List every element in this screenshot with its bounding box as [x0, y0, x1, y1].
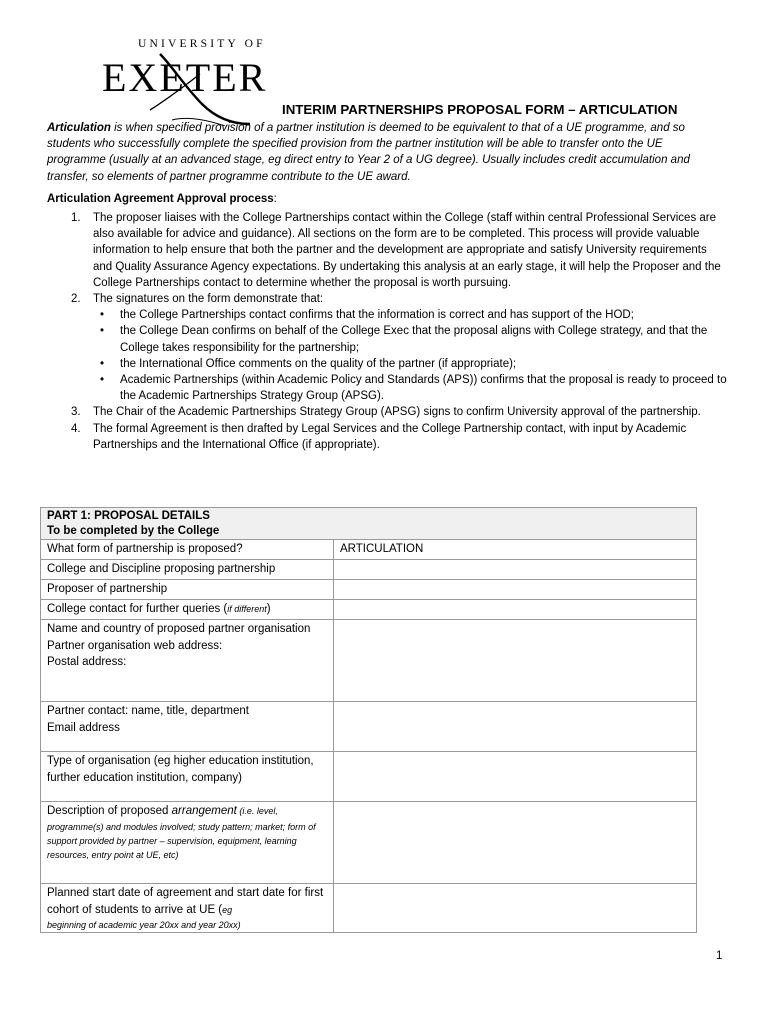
logo-wordmark — [90, 36, 290, 126]
process-steps — [47, 210, 727, 453]
signature-bullets — [93, 307, 727, 404]
step-text: The signatures on the form demonstrate that: — [93, 293, 324, 306]
table-header-row — [41, 508, 697, 540]
label-note: if different — [227, 604, 267, 614]
intro-term: Articulation — [47, 122, 111, 134]
bullet-item: • the College Partnerships contact confirms that the information is correct and has support of the HOD; — [93, 307, 727, 323]
arrangement-description-field[interactable] — [334, 802, 697, 884]
label-cell: College and Discipline proposing partnership — [41, 560, 334, 580]
table-row — [41, 540, 697, 560]
process-step — [47, 404, 727, 420]
table-row — [41, 802, 697, 884]
step-number: 1. — [71, 212, 81, 224]
proposer-field[interactable] — [334, 580, 697, 600]
table-row — [41, 600, 697, 620]
part-title: PART 1: PROPOSAL DETAILS — [47, 510, 210, 522]
step-number: 2. — [71, 293, 81, 306]
proposal-details-table — [40, 507, 697, 933]
label-text: Planned start date of agreement and start date for first cohort of students to arrive at UE ( — [47, 887, 324, 916]
step-number: 4. — [71, 422, 81, 435]
label-cell: Type of organisation (eg higher education institution, further education institution, company) — [41, 752, 334, 802]
label-note: beginning of academic year 20xx and year 20xx) — [47, 920, 241, 930]
logo-university-of: UNIVERSITY OF — [138, 38, 266, 50]
step-text: The Chair of the Academic Partnerships Strategy Group (APSG) signs to confirm University approval of the partnership. — [93, 406, 701, 419]
process-step — [47, 421, 727, 453]
part-heading-cell — [41, 508, 697, 540]
partner-contact-field[interactable] — [334, 702, 697, 752]
label-text: College contact for further queries ( — [47, 603, 228, 615]
label-text: Partner organisation web address: — [47, 639, 223, 652]
label-cell — [41, 600, 334, 620]
college-discipline-field[interactable] — [334, 560, 697, 580]
intro-paragraph — [47, 120, 719, 185]
step-number: 3. — [71, 406, 81, 419]
bullet-item: • Academic Partnerships (within Academic Policy and Standards (APS)) confirms that the proposal is ready to proceed to the Academic Partnerships Strategy Group (APSG). — [93, 372, 727, 404]
label-close: ) — [266, 603, 271, 615]
label-text: Partner contact: name, title, department — [47, 705, 249, 717]
process-heading — [47, 193, 277, 205]
table-row — [41, 620, 697, 702]
label-text: Description of proposed — [47, 805, 172, 817]
label-text: Postal address: — [47, 656, 127, 668]
table-row — [41, 702, 697, 752]
label-cell: Proposer of partnership — [41, 580, 334, 600]
bullet-item: • the International Office comments on the quality of the partner (if appropriate); — [93, 356, 727, 372]
process-step — [47, 291, 727, 404]
process-heading-text: Articulation Agreement Approval process — [47, 193, 274, 205]
bullet-item: • the College Dean confirms on behalf of the College Exec that the proposal aligns with College strategy, and that the College takes responsibility for the partnership; — [93, 323, 727, 355]
label-note: eg — [222, 904, 233, 915]
form-title: INTERIM PARTNERSHIPS PROPOSAL FORM – ARTICULATION — [282, 102, 678, 117]
college-contact-field[interactable] — [334, 600, 697, 620]
step-text: The formal Agreement is then drafted by Legal Services and the College Partnership contact, with input by Academic Partnerships and the International Office (if appropriate). — [93, 422, 687, 451]
logo-exeter-text: EXETER — [102, 55, 268, 100]
process-step — [47, 210, 727, 291]
intro-text: is when specified provision of a partner institution is deemed to be equivalent to that of a UE programme, and so students who successfully complete the specified provision from the partner institution will be able to transfer onto the UE programme (usually at an advanced stage, eg direct entry to Year 2 of a UG degree). Usually includes credit accumulation and transfer, so elements of partner programme contribute to the UE award. — [47, 122, 690, 183]
table-row — [41, 884, 697, 933]
process-heading-colon: : — [273, 193, 277, 205]
organisation-type-field[interactable] — [334, 752, 697, 802]
label-note: programme(s) and modules involved; study pattern; market; form of support provided by partner – supervision, equipment, learning resources, entry point at UE, etc) — [47, 821, 316, 860]
university-logo — [90, 36, 290, 126]
label-note: (i.e. level, — [236, 806, 278, 816]
label-cell — [41, 802, 334, 884]
page-number: 1 — [716, 950, 723, 962]
partnership-form-value[interactable]: ARTICULATION — [334, 540, 697, 560]
label-text: Name and country of proposed partner organisation — [47, 623, 311, 635]
table-row — [41, 560, 697, 580]
label-cell — [41, 620, 334, 702]
start-date-field[interactable] — [334, 884, 697, 933]
label-cell — [41, 702, 334, 752]
table-row — [41, 752, 697, 802]
label-text: Email address — [47, 721, 120, 734]
table-row — [41, 580, 697, 600]
label-cell: What form of partnership is proposed? — [41, 540, 334, 560]
step-text: The proposer liaises with the College Partnerships contact within the College (staff within central Professional Services are also available for advice and guidance). All sections on the form are to be completed. This process will provide valuable information to help ensure that both the partner and the development are appropriate and satisfy University requirements and Quality Assurance Agency expectations. By undertaking this analysis at an early stage, it will help the Proposer and the College Partnerships contact to determine whether the proposal is worth pursuing. — [93, 212, 721, 289]
part-subtitle: To be completed by the College — [47, 525, 220, 537]
partner-name-field[interactable] — [334, 620, 697, 702]
label-cell — [41, 884, 334, 933]
label-emphasis: arrangement — [171, 805, 237, 817]
